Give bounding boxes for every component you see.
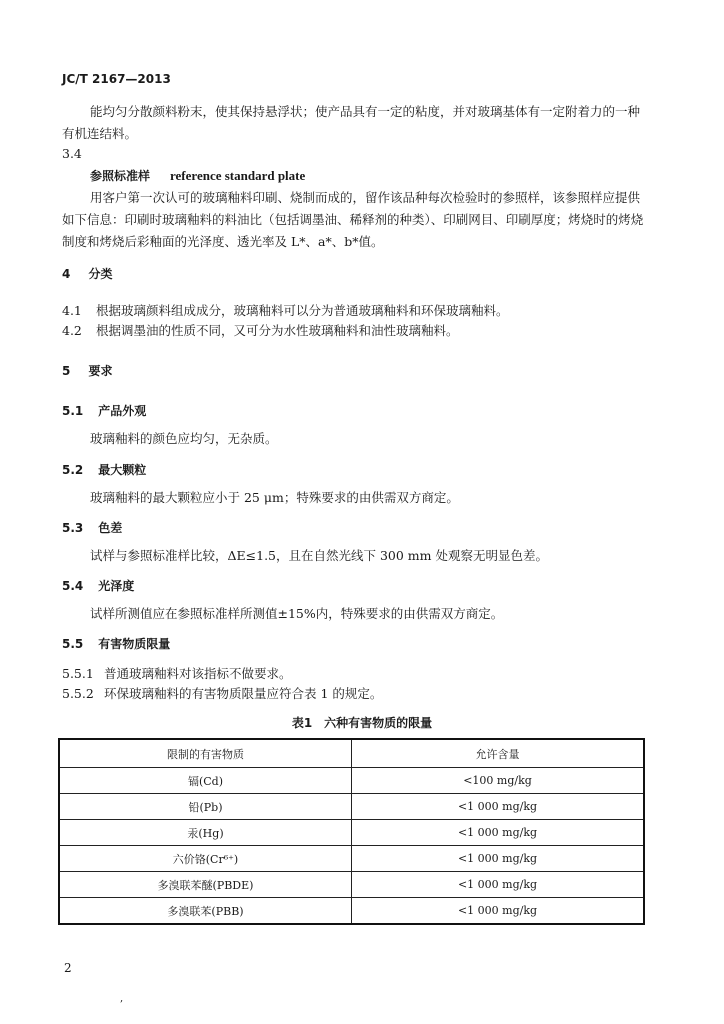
clause-4-2 <box>62 320 459 342</box>
term-title <box>90 165 305 187</box>
clause-number: 5.3 <box>62 521 84 535</box>
table-cell: <100 mg/kg <box>352 768 645 794</box>
table-header-row <box>59 739 644 768</box>
table-row <box>59 898 644 925</box>
clause-5-4-heading <box>62 577 134 594</box>
clause-text: 根据玻璃颜料组成成分，玻璃釉料可以分为普通玻璃釉料和环保玻璃釉料。 <box>95 303 509 318</box>
table-row <box>59 872 644 898</box>
clause-title: 色差 <box>98 521 123 535</box>
standard-number: JC/T 2167—2013 <box>62 72 171 86</box>
table-cell: <1 000 mg/kg <box>352 898 645 925</box>
clause-5-1-heading <box>62 402 146 419</box>
section-5-heading <box>62 362 113 379</box>
table-header-substance: 限制的有害物质 <box>59 739 352 768</box>
clause-number: 5.1 <box>62 404 84 418</box>
clause-5-3-text: 试样与参照标准样比较，ΔE≤1.5，且在自然光线下 300 mm 处观察无明显色差。 <box>90 548 548 563</box>
clause-title: 最大颗粒 <box>98 463 147 477</box>
term-title-en: reference standard plate <box>170 168 306 183</box>
table-cell: 铅(Pb) <box>59 794 352 820</box>
table-cell: 镉(Cd) <box>59 768 352 794</box>
clause-text: 环保玻璃釉料的有害物质限量应符合表 1 的规定。 <box>103 686 383 701</box>
table-row <box>59 768 644 794</box>
footer-mark: , <box>120 993 124 1004</box>
section-4-title: 分类 <box>88 267 113 281</box>
clause-text: 普通玻璃釉料对该指标不做要求。 <box>103 666 292 681</box>
table-row <box>59 820 644 846</box>
clause-5-4-text: 试样所测值应在参照标准样所测值±15%内，特殊要求的由供需双方商定。 <box>90 606 504 621</box>
clause-5-1-text: 玻璃釉料的颜色应均匀，无杂质。 <box>90 431 278 446</box>
clause-5-5-1 <box>62 663 292 685</box>
table-cell: 多溴联苯醚(PBDE) <box>59 872 352 898</box>
intro-paragraph: 能均匀分散颜料粉末，使其保持悬浮状；使产品具有一定的粘度，并对玻璃基体有一定附着力的一种有机连结料。 <box>62 104 641 141</box>
clause-number: 4.1 <box>62 303 82 318</box>
clause-5-5-heading <box>62 635 170 652</box>
clause-number: 5.4 <box>62 579 84 593</box>
page-number: 2 <box>64 961 72 975</box>
term-definition: 用客户第一次认可的玻璃釉料印刷、烧制而成的，留作该品种每次检验时的参照样，该参照样应提供如下信息：印刷时玻璃釉料的料油比（包括调墨油、稀释剂的种类）、印刷网目、印刷厚度；烤烧时的烤烧制度和烤烧后彩釉面的光泽度、透光率及 L*、a*、b*值。 <box>62 190 644 249</box>
table-cell: <1 000 mg/kg <box>352 794 645 820</box>
table-caption: 表1 六种有害物质的限量 <box>291 716 433 730</box>
term-number: 3.4 <box>62 146 82 161</box>
table-row <box>59 846 644 872</box>
table-header-limit: 允许含量 <box>352 739 645 768</box>
clause-4-1 <box>62 300 509 322</box>
clause-5-5-2 <box>62 683 382 705</box>
hazardous-substance-table <box>58 738 645 925</box>
clause-text: 根据调墨油的性质不同，又可分为水性玻璃釉料和油性玻璃釉料。 <box>95 323 459 338</box>
table-cell: <1 000 mg/kg <box>352 846 645 872</box>
clause-title: 产品外观 <box>98 404 147 418</box>
clause-number: 5.5.2 <box>62 686 94 701</box>
clause-number: 5.5.1 <box>62 666 94 681</box>
clause-5-2-heading <box>62 461 146 478</box>
clause-number: 5.2 <box>62 463 84 477</box>
section-5-number: 5 <box>62 364 71 378</box>
table-cell: 汞(Hg) <box>59 820 352 846</box>
section-4-number: 4 <box>62 267 71 281</box>
clause-title: 有害物质限量 <box>98 637 171 651</box>
clause-number: 5.5 <box>62 637 84 651</box>
clause-5-2-text: 玻璃釉料的最大颗粒应小于 25 μm；特殊要求的由供需双方商定。 <box>90 490 459 505</box>
section-4-heading <box>62 265 113 282</box>
term-title-cn: 参照标准样 <box>90 169 151 183</box>
clause-title: 光泽度 <box>98 579 135 593</box>
clause-5-3-heading <box>62 519 122 536</box>
section-5-title: 要求 <box>88 364 113 378</box>
table-row <box>59 794 644 820</box>
table-cell: 六价铬(Cr⁶⁺) <box>59 846 352 872</box>
table-cell: 多溴联苯(PBB) <box>59 898 352 925</box>
clause-number: 4.2 <box>62 323 82 338</box>
table-cell: <1 000 mg/kg <box>352 872 645 898</box>
table-cell: <1 000 mg/kg <box>352 820 645 846</box>
